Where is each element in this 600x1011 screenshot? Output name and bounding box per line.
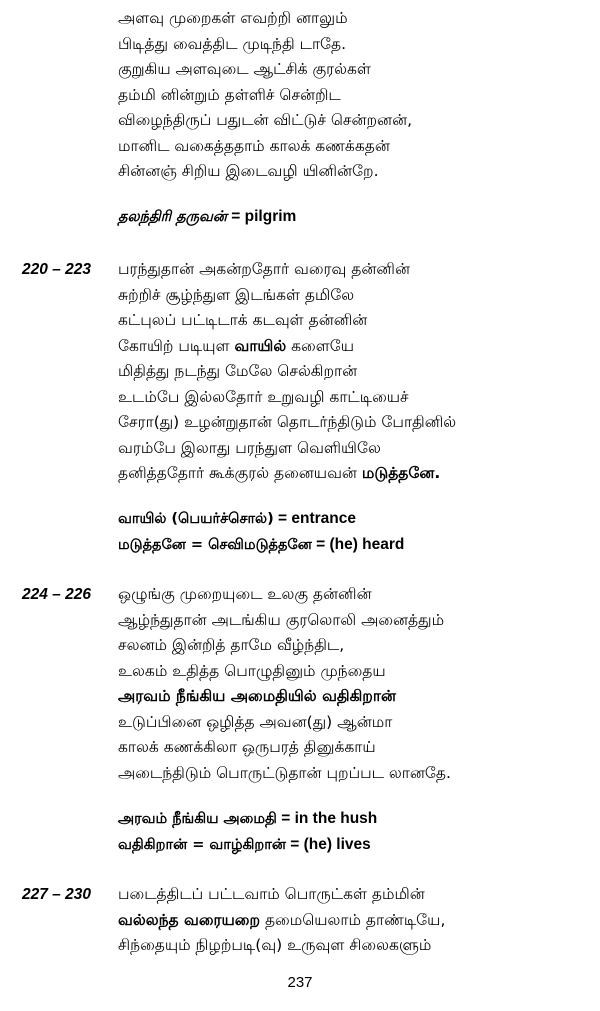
gloss-line bbox=[0, 532, 600, 558]
verse-line: 220 – 223 பரந்துதான் அகன்றதோர் வரைவு தன்னின் bbox=[0, 257, 600, 283]
verse-line: 224 – 226 ஒழுங்கு முறையுடை உலகு தன்னின் bbox=[0, 582, 600, 608]
verse-line: சின்னஞ் சிறிய இடைவழி யினின்றே. bbox=[118, 162, 379, 180]
verse-line: வரம்பே இலாது பரந்துள வெளியிலே bbox=[118, 438, 381, 457]
verse-line: உடுப்பினை ஒழித்த அவன(து) ஆன்மா bbox=[118, 712, 393, 731]
gloss-line bbox=[0, 204, 600, 230]
verse-line: அளவு முறைகள் எவற்றி னாலும் bbox=[118, 9, 348, 27]
gloss-line bbox=[0, 506, 600, 532]
gloss-meaning: = in the hush bbox=[276, 810, 378, 827]
verse-number: 220 – 223 bbox=[22, 261, 91, 278]
verse-line: சேரா(து) உழன்றுதான் தொடர்ந்திடும் போதினில் bbox=[118, 413, 457, 431]
stanza-224-226 bbox=[0, 582, 600, 786]
stanza-227-230 bbox=[0, 882, 600, 959]
stanza-continued bbox=[0, 6, 600, 185]
verse-line: அடைந்திடும் பொருட்டுதான் புறப்பட லானதே. bbox=[118, 763, 451, 782]
verse-line: மானிட வகைத்ததாம் காலக் கணக்கதன் bbox=[118, 136, 390, 155]
verse-number: 227 – 230 bbox=[22, 886, 91, 903]
verse-line: உலகம் உதித்த பொழுதினும் முந்தைய bbox=[118, 661, 386, 680]
verse-line: கட்புலப் பட்டிடாக் கடவுள் தன்னின் bbox=[118, 311, 368, 329]
verse-line: உடம்பே இல்லதோர் உறுவழி காட்டியைச் bbox=[118, 387, 409, 406]
verse-line: விழைந்திருப் பதுடன் விட்டுச் சென்றனன், bbox=[118, 111, 413, 129]
verse-line bbox=[0, 684, 600, 710]
verse-line: பிடித்து வைத்திட முடிந்தி டாதே. bbox=[118, 34, 347, 53]
verse-line: சுற்றிச் சூழ்ந்துள இடங்கள் தமிலே bbox=[118, 285, 355, 304]
verse-line: 227 – 230 படைத்திடப் பட்டவாம் பொருட்கள் தம்மின் bbox=[0, 882, 600, 908]
verse-line: மிதித்து நடந்து மேலே செல்கிறான் bbox=[118, 362, 358, 380]
verse-line: தம்மி னின்றும் தள்ளிச் சென்றிட bbox=[118, 85, 341, 104]
verse-number: 224 – 226 bbox=[22, 586, 91, 603]
verse-line: சிந்தையும் நிழற்படி(வு) உருவுள சிலைகளும் bbox=[118, 936, 432, 954]
gloss-block bbox=[0, 806, 600, 858]
gloss-term: அரவம் நீங்கிய அமைதி bbox=[118, 811, 277, 827]
bold-term: அரவம் நீங்கிய அமைதியில் வதிகிறான் bbox=[118, 687, 396, 705]
verse-line: சலனம் இன்றித் தாமே வீழ்ந்திட, bbox=[118, 636, 345, 654]
gloss-term: தலந்திரி தருவன் bbox=[118, 209, 227, 225]
gloss-term: வாயில் (பெயர்ச்சொல்) bbox=[118, 511, 274, 527]
gloss-meaning: = pilgrim bbox=[226, 208, 297, 225]
page-number: 237 bbox=[287, 974, 313, 991]
verse-line: குறுகிய அளவுடை ஆட்சிக் குரல்கள் bbox=[118, 60, 371, 78]
gloss-term: மடுத்தனே = செவிமடுத்தனே bbox=[118, 537, 312, 553]
verse-line: கோயிற் படியுள வாயில் களையே bbox=[118, 336, 354, 355]
bold-term: மடுத்தனே. bbox=[361, 464, 441, 482]
gloss-meaning: = entrance bbox=[273, 510, 356, 527]
verse-line: வல்லந்த வரையறை தமையெலாம் தாண்டியே, bbox=[118, 910, 446, 929]
gloss-block bbox=[0, 506, 600, 558]
bold-term: வல்லந்த வரையறை bbox=[118, 910, 261, 929]
verse-line: தனித்ததோர் கூக்குரல் தனையவன் மடுத்தனே. bbox=[118, 464, 441, 482]
verse-line: காலக் கணக்கிலா ஒருபரத் தினுக்காய் bbox=[118, 738, 376, 756]
gloss-meaning: = (he) heard bbox=[311, 536, 405, 553]
gloss-line bbox=[0, 806, 600, 832]
gloss-block bbox=[0, 204, 600, 230]
verse-line: ஆழ்ந்துதான் அடங்கிய குரலொலி அனைத்தும் bbox=[118, 610, 445, 629]
bold-term: வாயில் bbox=[234, 336, 287, 355]
gloss-term: வதிகிறான் = வாழ்கிறான் bbox=[118, 837, 286, 853]
gloss-line bbox=[0, 832, 600, 858]
stanza-220-223 bbox=[0, 257, 600, 487]
gloss-meaning: = (he) lives bbox=[285, 836, 371, 853]
